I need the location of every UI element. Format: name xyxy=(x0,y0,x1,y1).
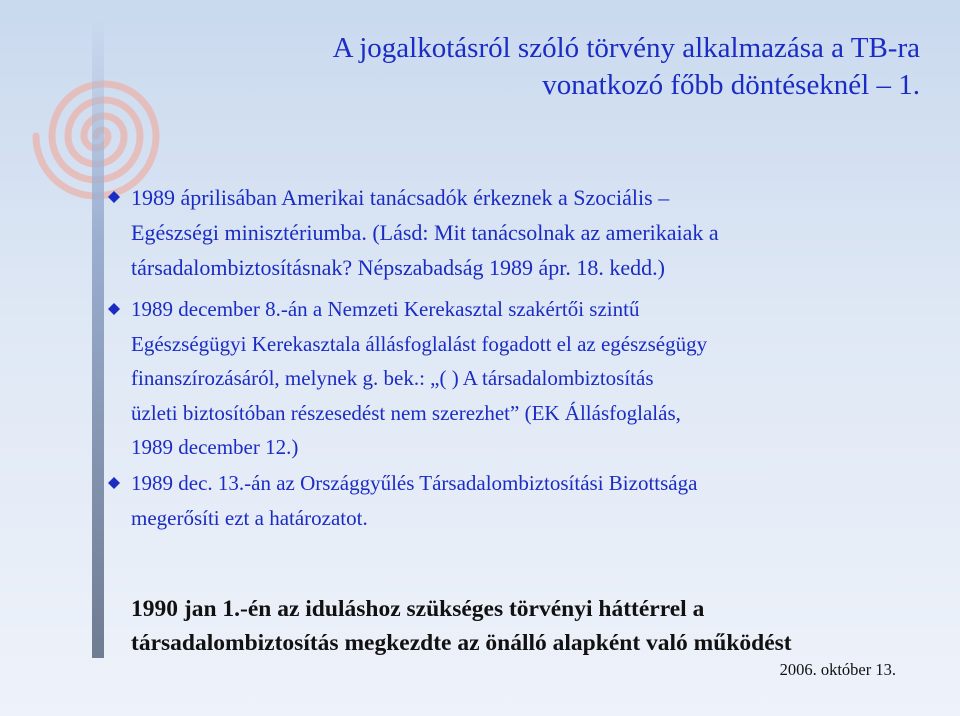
bullet-text-line: 1989 december 8.-án a Nemzeti Kerekasztal szakértői szintű xyxy=(131,297,640,321)
diamond-bullet-icon xyxy=(108,303,120,315)
note-text-line: 1990 jan 1.-én az iduláshoz szükséges törvényi háttérrel a xyxy=(131,596,705,622)
closing-note xyxy=(131,592,931,660)
slide-title xyxy=(200,30,920,104)
diamond-bullet-icon xyxy=(108,477,120,489)
bullet-text-line: társadalombiztosításnak? Népszabadság 1989 ápr. 18. kedd.) xyxy=(131,255,665,280)
slide-title-line: vonatkozó főbb döntéseknél – 1. xyxy=(542,69,920,101)
slide-date: 2006. október 13. xyxy=(779,660,896,679)
bullet-text-line: finanszírozásáról, melynek g. bek.: „( ) A társadalombiztosítás xyxy=(131,366,654,390)
bullet-text-line: Egészségügyi Kerekasztala állásfoglalást fogadott el az egészségügy xyxy=(131,331,708,356)
diamond-bullet-icon xyxy=(108,191,120,203)
bullet-item xyxy=(131,466,921,535)
bullet-text-line: 1989 dec. 13.-án az Országgyűlés Társadalombiztosítási Bizottsága xyxy=(131,471,698,495)
bullet-item xyxy=(131,180,921,285)
slide-title-line: A jogalkotásról szóló törvény alkalmazása a TB-ra xyxy=(332,32,920,64)
bullet-text-line: megerősíti ezt a határozatot. xyxy=(131,505,368,530)
bullet-text-line: 1989 december 12.) xyxy=(131,435,299,459)
bullet-text-line: 1989 áprilisában Amerikai tanácsadók érkeznek a Szociális – xyxy=(131,185,670,210)
bullet-text-line: Egészségi minisztériumba. (Lásd: Mit tanácsolnak az amerikaiak a xyxy=(131,220,719,245)
decorative-side-bar xyxy=(92,18,104,658)
note-text-line: társadalombiztosítás megkezdte az önálló alapként való működést xyxy=(131,630,792,656)
bullet-text-line: üzleti biztosítóban részesedést nem szerezhet” (EK Állásfoglalás, xyxy=(131,400,681,425)
bullet-item xyxy=(131,292,921,465)
